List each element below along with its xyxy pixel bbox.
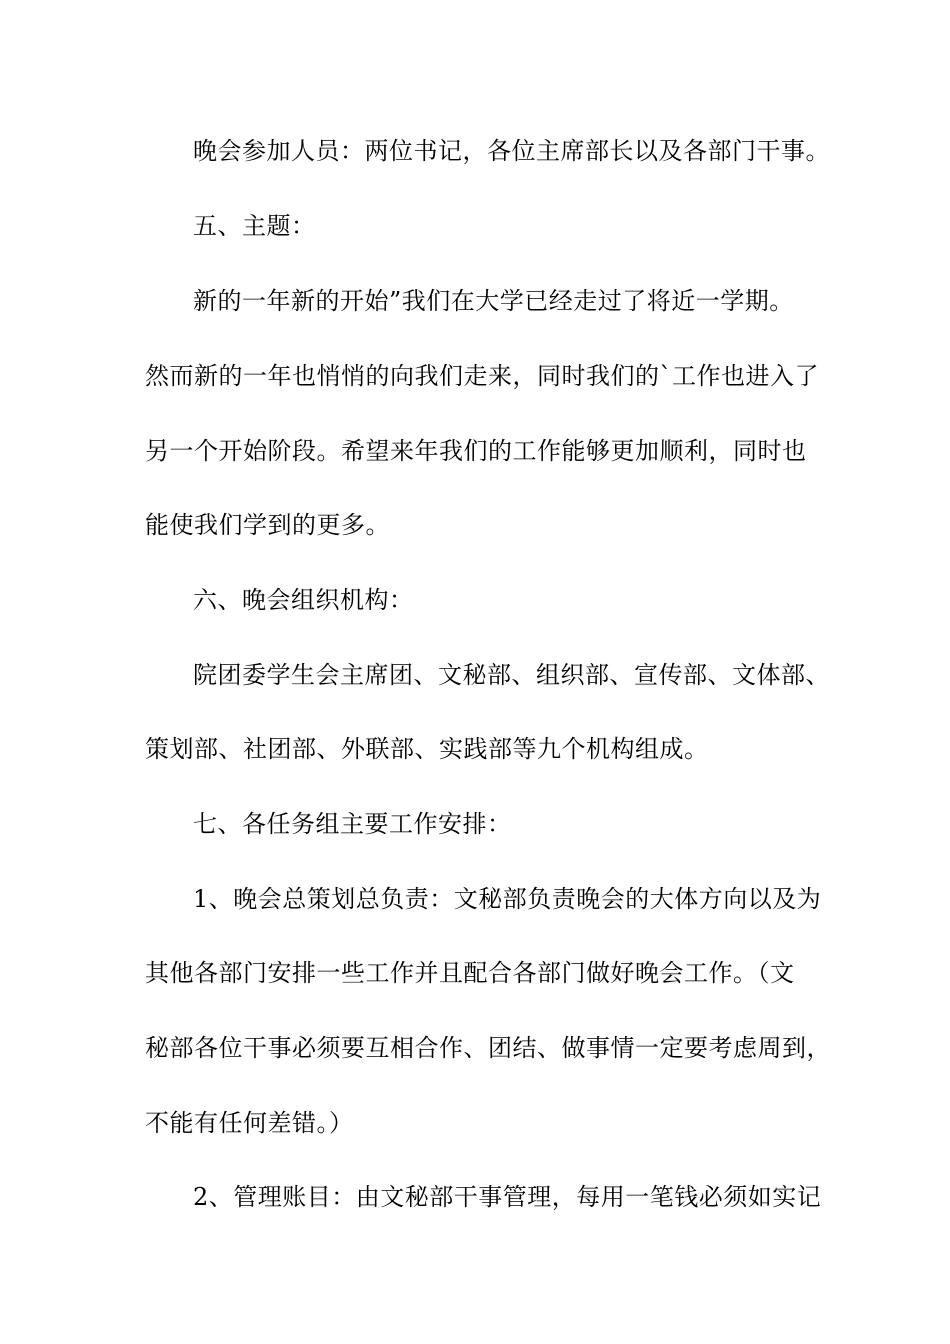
heading-organization: 六、晚会组织机构： bbox=[193, 586, 414, 614]
paragraph-theme-line-4: 能使我们学到的更多。 bbox=[145, 511, 390, 539]
paragraph-task-2-line-1: 2、管理账目：由文秘部干事管理，每用一笔钱必须如实记 bbox=[193, 1183, 822, 1211]
heading-task-arrangement: 七、各任务组主要工作安排： bbox=[193, 810, 512, 838]
paragraph-task-1-line-4: 不能有任何差错。） bbox=[145, 1109, 354, 1137]
paragraph-organization-line-1: 院团委学生会主席团、文秘部、组织部、宣传部、文体部、 bbox=[193, 661, 830, 689]
paragraph-task-1-line-1: 1、晚会总策划总负责：文秘部负责晚会的大体方向以及为 bbox=[193, 885, 822, 913]
paragraph-task-1-line-2: 其他各部门安排一些工作并且配合各部门做好晚会工作。（文 bbox=[145, 959, 795, 987]
heading-theme: 五、主题： bbox=[193, 212, 316, 240]
paragraph-organization-line-2: 策划部、社团部、外联部、实践部等九个机构组成。 bbox=[145, 735, 709, 763]
paragraph-attendees: 晚会参加人员：两位书记，各位主席部长以及各部门干事。 bbox=[193, 137, 830, 165]
paragraph-task-1-line-3: 秘部各位干事必须要互相合作、团结、做事情一定要考虑周到， bbox=[145, 1034, 831, 1062]
paragraph-theme-line-1: 新的一年新的开始”我们在大学已经走过了将近一学期。 bbox=[193, 287, 794, 315]
paragraph-theme-line-2: 然而新的一年也悄悄的向我们走来，同时我们的`工作也进入了 bbox=[145, 362, 819, 390]
paragraph-theme-line-3: 另一个开始阶段。希望来年我们的工作能够更加顺利，同时也 bbox=[145, 437, 807, 465]
